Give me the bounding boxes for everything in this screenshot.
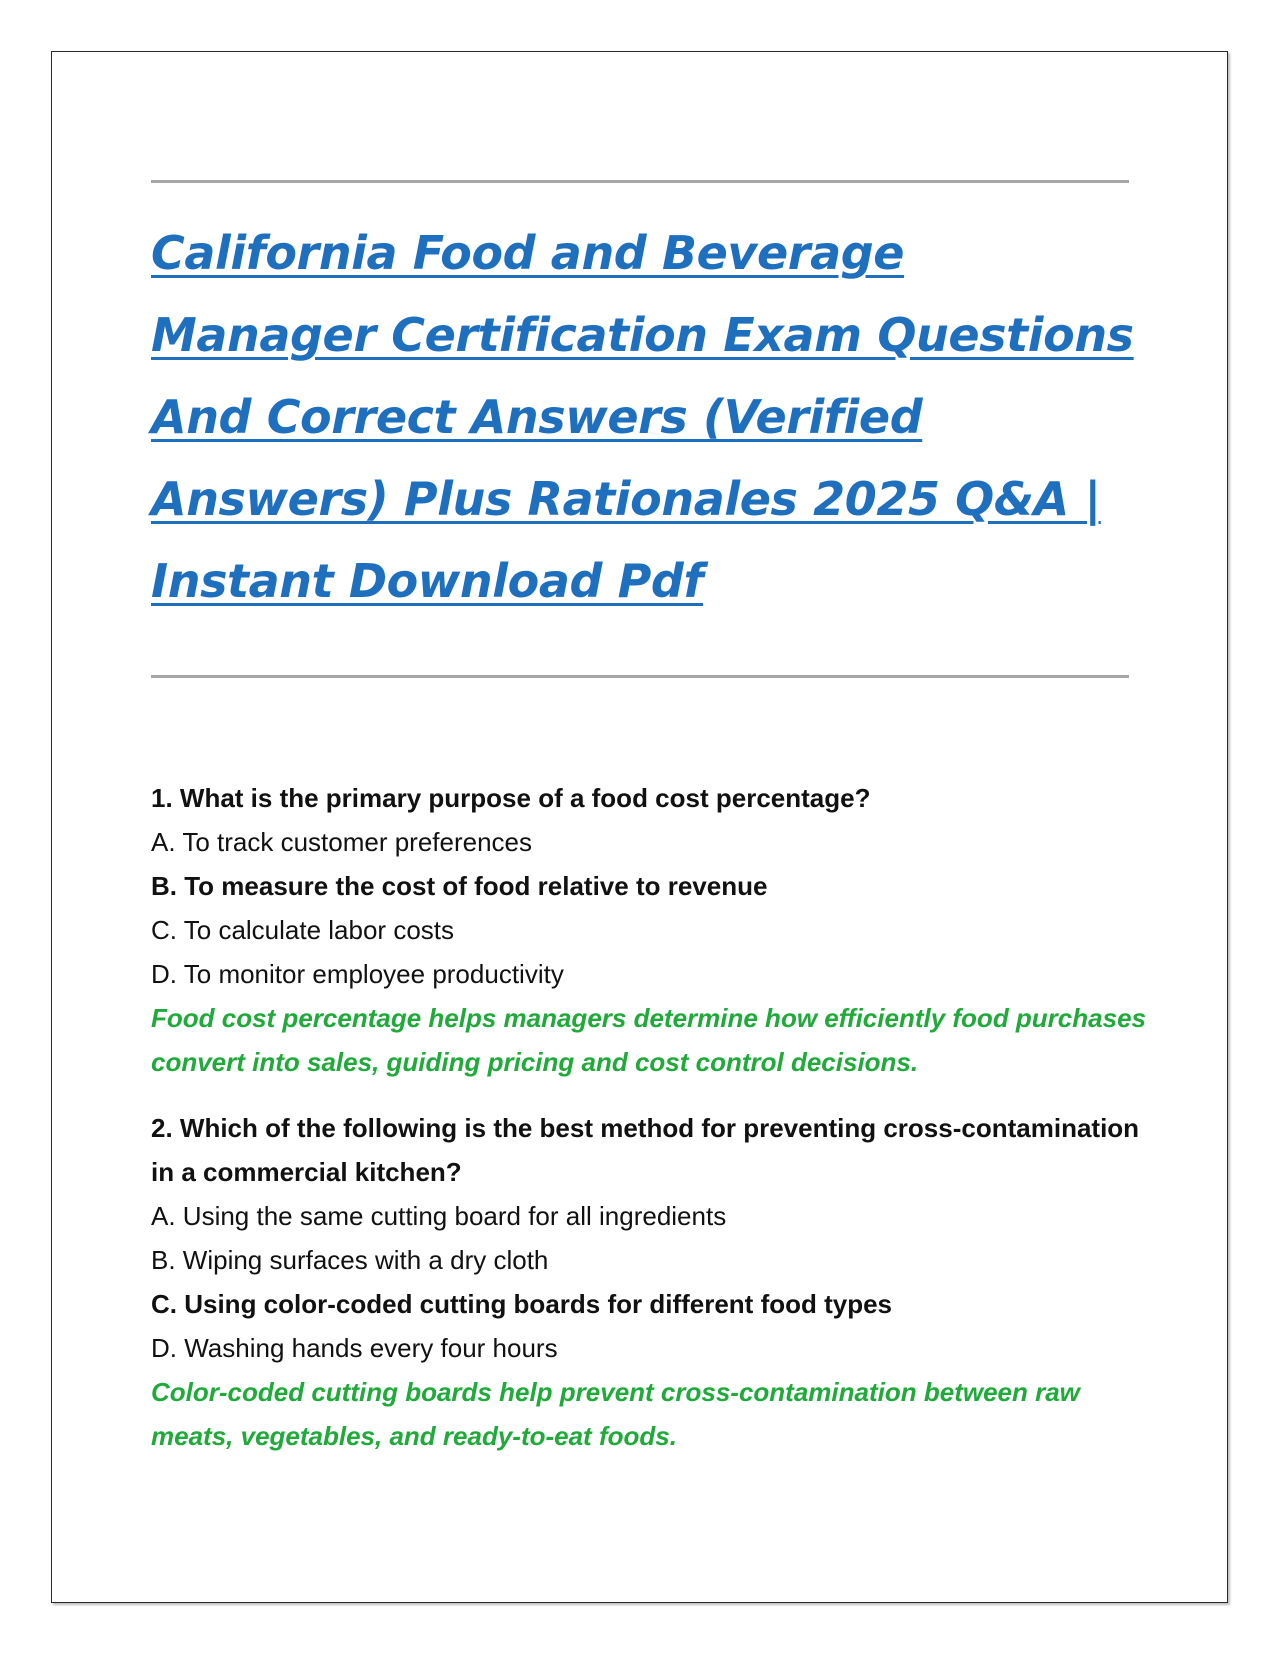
answer-option-b: B. Wiping surfaces with a dry cloth xyxy=(151,1245,549,1275)
top-horizontal-rule xyxy=(151,180,1129,183)
rationale-text: Food cost percentage helps managers determine how efficiently food purchases convert into sales, guiding pricing and cost control decisions. xyxy=(151,1003,1146,1077)
question-block-1 xyxy=(151,776,1151,1084)
question-text: 1. What is the primary purpose of a food cost percentage? xyxy=(151,783,871,813)
answer-option-a: A. To track customer preferences xyxy=(151,827,533,857)
answer-option-c: C. To calculate labor costs xyxy=(151,915,454,945)
answer-option-d: D. Washing hands every four hours xyxy=(151,1333,558,1363)
answer-option-c-correct: C. Using color-coded cutting boards for different food types xyxy=(151,1289,893,1319)
answer-option-d: D. To monitor employee productivity xyxy=(151,959,564,989)
bottom-horizontal-rule xyxy=(151,675,1129,678)
answer-option-a: A. Using the same cutting board for all ingredients xyxy=(151,1201,727,1231)
question-list xyxy=(151,776,1151,1480)
question-text: 2. Which of the following is the best method for preventing cross-contamination in a commercial kitchen? xyxy=(151,1113,1140,1187)
document-title-link[interactable]: California Food and Beverage Manager Certification Exam Questions And Correct Answers (Verified Answers) Plus Rationales 2025 Q&A | Instant Download Pdf xyxy=(151,226,1134,608)
answer-option-b-correct: B. To measure the cost of food relative to revenue xyxy=(151,871,768,901)
rationale-text: Color-coded cutting boards help prevent cross-contamination between raw meats, vegetables, and ready-to-eat foods. xyxy=(151,1377,1080,1451)
question-block-2 xyxy=(151,1106,1151,1458)
